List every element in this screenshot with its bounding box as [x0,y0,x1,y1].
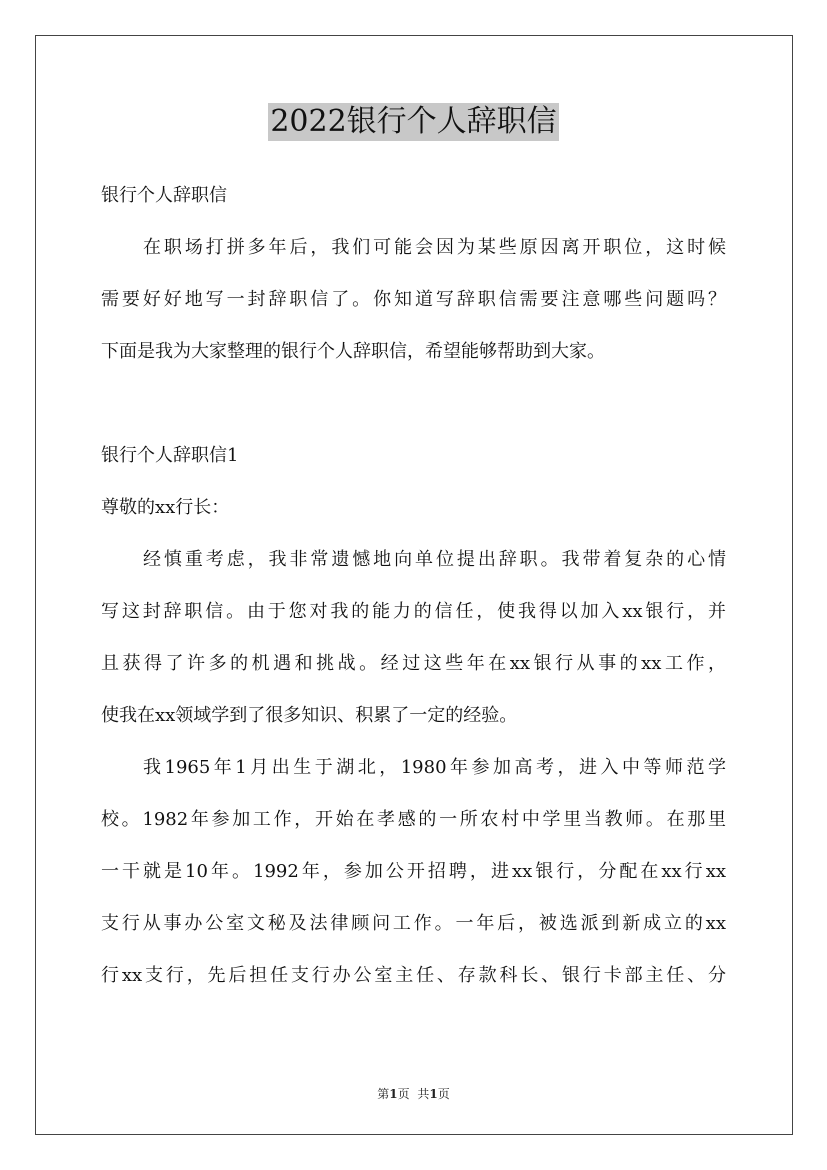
paragraph-line: 一干就是10年。1992年，参加公开招聘，进xx银行，分配在xx行xx [101,861,726,882]
paragraph-line: 行xx支行，先后担任支行办公室主任、存款科长、银行卡部主任、分 [101,965,726,986]
page-suffix: 页 [397,1087,410,1101]
total-pages: 1 [429,1087,438,1101]
intro-line: 下面是我为大家整理的银行个人辞职信，希望能够帮助到大家。 [101,341,605,362]
page-number: 1 [389,1087,398,1101]
page-footer [0,1085,827,1102]
paragraph-line: 经慎重考虑，我非常遗憾地向单位提出辞职。我带着复杂的心情 [143,549,726,570]
document-body [101,170,726,1002]
intro-heading: 银行个人辞职信 [101,185,227,206]
total-prefix: 共 [417,1087,430,1101]
paragraph-line: 支行从事办公室文秘及法律顾问工作。一年后，被选派到新成立的xx [101,913,726,934]
paragraph-line: 我1965年1月出生于湖北，1980年参加高考，进入中等师范学 [143,757,726,778]
total-suffix: 页 [437,1087,450,1101]
document-title: 2022银行个人辞职信 [270,104,557,139]
intro-line: 在职场打拼多年后，我们可能会因为某些原因离开职位，这时候 [143,237,726,258]
paragraph-line: 且获得了许多的机遇和挑战。经过这些年在xx银行从事的xx工作， [101,653,726,674]
intro-line: 需要好好地写一封辞职信了。你知道写辞职信需要注意哪些问题吗？ [101,289,726,310]
spacer [101,378,726,430]
paragraph-line: 校。1982年参加工作，开始在孝感的一所农村中学里当教师。在那里 [101,809,726,830]
title-container [0,103,827,141]
letter-heading: 银行个人辞职信1 [101,445,239,466]
paragraph-line: 使我在xx领域学到了很多知识、积累了一定的经验。 [101,705,518,726]
salutation: 尊敬的xx行长： [101,497,230,518]
paragraph-line: 写这封辞职信。由于您对我的能力的信任，使我得以加入xx银行，并 [101,601,726,622]
page-prefix: 第 [377,1087,390,1101]
